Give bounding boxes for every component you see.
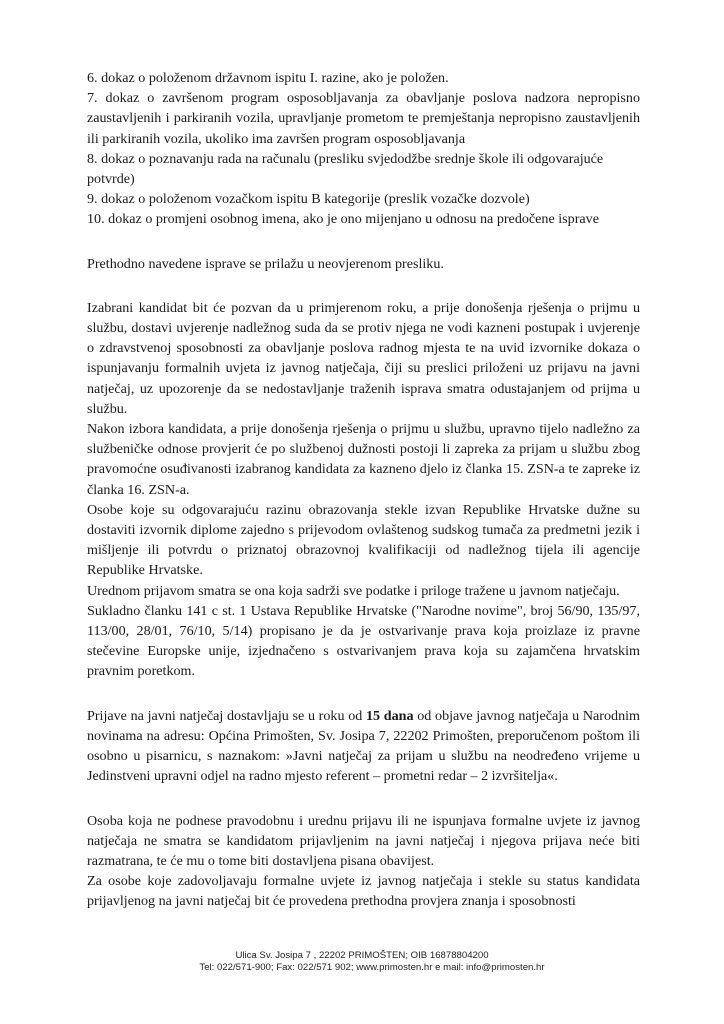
list-item-7: 7. dokaz o završenom program osposobljavanja za obavljanje poslova nadzora nepropisno zaustavljenih i parkiranih vozila, upravljanje prometom te premještanja nepropisno zaustavljenih ili parkiranih vozila, ukoliko ima završen program osposobljavanja: [87, 90, 640, 147]
deadline-days: 15 dana: [366, 707, 414, 724]
list-item-6: 6. dokaz o položenom državnom ispitu I. razine, ako je položen.: [87, 70, 449, 86]
paragraph-urednom-prijavom: Urednom prijavom smatra se ona koja sadrži sve podatke i priloge tražene u javnom natječaju.: [87, 582, 620, 599]
list-item-9: 9. dokaz o položenom vozačkom ispitu B kategorije (preslik vozačke dozvole): [87, 191, 530, 208]
paragraph-osobe-izvan-rh: Osobe koje su odgovarajuću razinu obrazovanja stekle izvan Republike Hrvatske dužne su dostaviti izvornik diplome zajedno s prijevodom ovlaštenog sudskog tumača za predmetni jezik i mišljenje ili potvrdu o priznatoj obrazovnoj kvalifikaciji od nadležnog tijela ili agencije Republike Hrvatske.: [87, 501, 640, 579]
footer-address: Ulica Sv. Josipa 7 , 22202 PRIMOŠTEN; OIB 16878804200: [235, 950, 489, 961]
paragraph-sukladno: Sukladno članku 141 c st. 1 Ustava Republike Hrvatske ("Narodne novime", broj 56/90, 135/97, 113/00, 28/01, 76/10, 5/14) propisano je da je ostvarivanje prava koja proizlaze iz pravne stečevine Europske unije, izjednačeno s ostvarivanjem prava koja su zajamčena hrvatskim pravnim poretkom.: [87, 602, 640, 680]
list-item-8: 8. dokaz o poznavanju rada na računalu (presliku svjedodžbe srednje škole ili odgovarajuće potvrde): [87, 150, 604, 188]
paragraph-prijave: [87, 706, 640, 787]
paragraph-prethodno: Prethodno navedene isprave se prilažu u neovjerenom presliku.: [87, 255, 444, 272]
page-footer: [0, 950, 724, 974]
prijave-text-b: od objave javnog natječaja u Narodnim novinama na adresu: Općina Primošten, Sv. Josipa 7, 22202 Primošten, preporučenom poštom ili osobno u pisarnicu, s naznakom: »Javni natječaj za prijam u službu na neodređeno vrijeme u Jedinstveni upravni odjel na radno mjesto referent – prometni redar – 2 izvršitelja«.: [87, 707, 640, 785]
paragraph-nakon-izbora: Nakon izbora kandidata, a prije donošenja rješenja o prijmu u službu, upravno tijelo nadležno za službeničke odnose provjerit će po službenoj dužnosti postoji li zapreka za prijam u službu zbog pravomoćne osuđivanosti izabranog kandidata za kazneno djelo iz članka 15. ZSN-a te zapreke iz članka 16. ZSN-a.: [87, 421, 640, 498]
prijave-text-a: Prijave na javni natječaj dostavljaju se u roku od: [87, 707, 366, 724]
paragraph-za-osobe: Za osobe koje zadovoljavaju formalne uvjete iz javnog natječaja i stekle su status kandidata prijavljenog na javni natječaj bit će provedena prethodna provjera znanja i sposobnosti: [87, 873, 640, 910]
paragraph-osoba-koja-ne-podnese: Osoba koja ne podnese pravodobnu i urednu prijavu ili ne ispunjava formalne uvjete iz javnog natječaja ne smatra se kandidatom prijavljenim na javni natječaj i njegova prijava neće biti razmatrana, te će mu o tome biti dostavljena pisana obavijest.: [87, 812, 640, 869]
paragraph-izabrani-kandidat: Izabrani kandidat bit će pozvan da u primjerenom roku, a prije donošenja rješenja o prijmu u službu, dostavi uvjerenje nadležnog suda da se protiv njega ne vodi kazneni postupak i uvjerenje o zdravstvenoj sposobnosti za obavljanje poslova radnog mjesta te na uvid izvornike dokaza o ispunjavanju formalnih uvjeta iz javnog natječaja, čiji su preslici priloženi uz prijavu na javni natječaj, uz upozorenje da se nedostavljanje traženih isprava smatra odustajanjem od prijma u službu.: [87, 299, 640, 417]
footer-contact: Tel: 022/571-900; Fax: 022/571 902; www.primosten.hr e mail: info@primosten.hr: [199, 962, 545, 973]
document-body: [87, 68, 640, 912]
list-item-10: 10. dokaz o promjeni osobnog imena, ako je ono mijenjano u odnosu na predočene isprave: [87, 211, 599, 228]
